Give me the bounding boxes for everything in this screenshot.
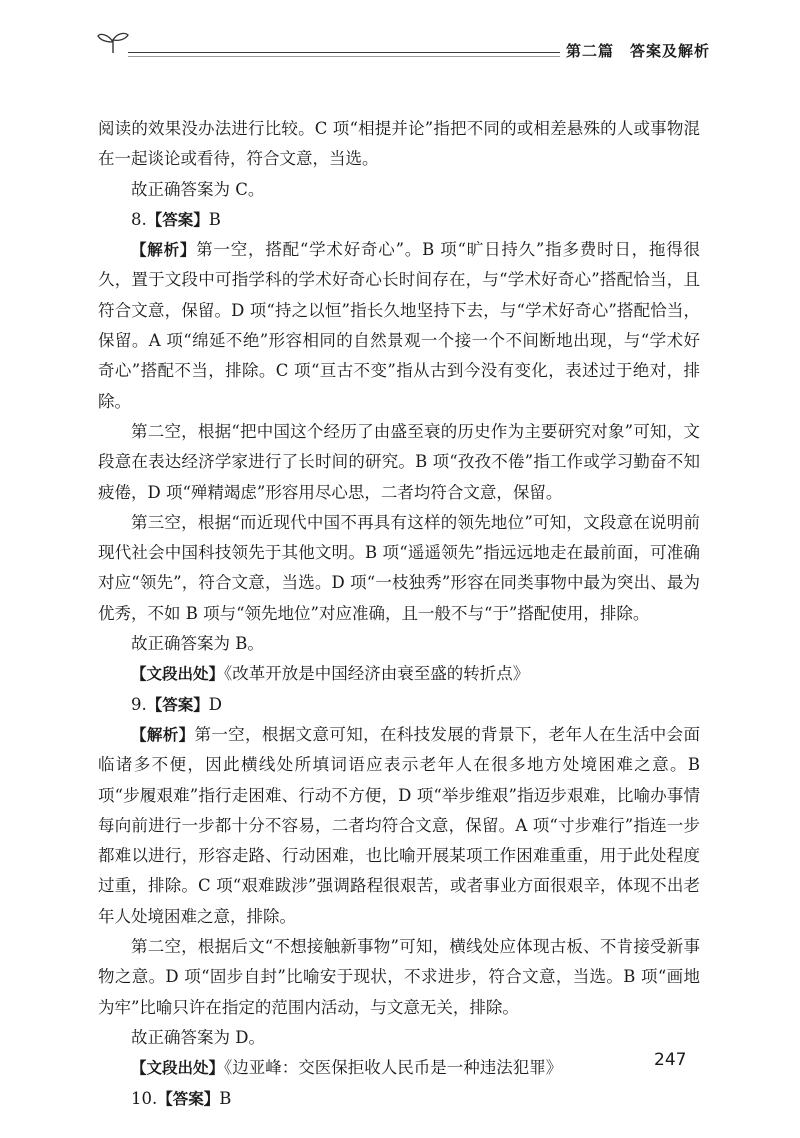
source-tag: 【文段出处】 bbox=[131, 1059, 225, 1078]
section-title: 第二篇 答案及解析 bbox=[566, 42, 711, 60]
paragraph bbox=[98, 1023, 700, 1053]
source-line bbox=[98, 659, 700, 689]
paragraph bbox=[98, 417, 700, 508]
source-tag: 【文段出处】 bbox=[131, 665, 225, 684]
paragraph-text: 第二空，根据后文“不想接触新事物”可知，横线处应体现古板、不肯接受新事物之意。D 项“固步自封”比喻安于现状，不求进步，符合文意，当选。B 项“画地为牢”比喻只许在指定的范围内活动，与文意无关，排除。 bbox=[98, 937, 700, 1017]
paragraph-text: 故正确答案为 C。 bbox=[131, 179, 265, 199]
answer-line bbox=[98, 1084, 700, 1114]
paragraph-text: 故正确答案为 B。 bbox=[131, 634, 264, 654]
paragraph bbox=[98, 932, 700, 1023]
answer-value: B bbox=[219, 1088, 232, 1108]
source-title: 《改革开放是中国经济由衰至盛的转折点》 bbox=[224, 664, 530, 684]
paragraph bbox=[98, 175, 700, 205]
question-number: 9. bbox=[131, 694, 147, 714]
analysis-tag: 【解析】 bbox=[131, 241, 197, 260]
paragraph-text: 第三空，根据“而近现代中国不再具有这样的领先地位”可知，文段意在说明前现代社会中国科技领先于其他文明。B 项“遥遥领先”指远远地走在最前面，可准确对应“领先”，符合文意，当选。D 项“一枝独秀”形容在同类事物中最为突出、最为优秀，不如 B 项与“领先地位”对应准确，且一般不与“于”搭配使用，排除。 bbox=[98, 512, 700, 623]
paragraph bbox=[98, 629, 700, 659]
answer-text bbox=[98, 114, 700, 1114]
source-title: 《边亚峰：交医保拒收人民币是一种违法犯罪》 bbox=[224, 1058, 563, 1078]
answer-tag: 【答案】 bbox=[146, 210, 209, 229]
source-line bbox=[98, 1053, 700, 1083]
answer-value: B bbox=[208, 209, 221, 229]
page-number: 247 bbox=[654, 1050, 687, 1070]
answer-tag: 【答案】 bbox=[146, 695, 209, 714]
page-header bbox=[0, 0, 800, 80]
analysis-tag: 【解析】 bbox=[131, 725, 195, 744]
question-number: 8. bbox=[131, 209, 147, 229]
answer-value: D bbox=[208, 694, 222, 714]
paragraph-text: 第二空，根据“把中国这个经历了由盛至衰的历史作为主要研究对象”可知，文段意在表达经济学家进行了长时间的研究。B 项“孜孜不倦”指工作或学习勤奋不知疲倦，D 项“殚精竭虑”形容用尽心思，二者均符合文意，保留。 bbox=[98, 421, 700, 502]
header-rule bbox=[128, 52, 560, 53]
paragraph bbox=[98, 508, 700, 629]
answer-line bbox=[98, 690, 700, 720]
analysis-paragraph bbox=[98, 235, 700, 417]
sprout-icon bbox=[96, 30, 130, 54]
answer-tag: 【答案】 bbox=[157, 1089, 220, 1108]
question-number: 10. bbox=[131, 1088, 158, 1108]
paragraph-text: 故正确答案为 D。 bbox=[131, 1027, 265, 1047]
header-rule-thin bbox=[128, 56, 560, 57]
paragraph-text: 第一空，根据文意可知，在科技发展的背景下，老年人在生活中会面临诸多不便，因此横线处所填词语应表示老年人在很多地方处境困难之意。B 项“步履艰难”指行走困难、行动不方便，D 项“举步维艰”指迈步艰难，比喻办事情每向前进行一步都十分不容易，二者均符合文意，保留。A 项“寸步难行”指连一步都难以进行，形容走路、行动困难，也比喻开展某项工作困难重重，用于此处程度过重，排除。C 项“艰难跋涉”强调路程很艰苦，或者事业方面很艰辛，体现不出老年人处境困难之意，排除。 bbox=[98, 724, 700, 926]
paragraph bbox=[98, 114, 700, 175]
paragraph-text: 阅读的效果没办法进行比较。C 项“相提并论”指把不同的或相差悬殊的人或事物混在一起谈论或看待，符合文意，当选。 bbox=[98, 119, 700, 169]
answer-line bbox=[98, 205, 700, 235]
analysis-paragraph bbox=[98, 720, 700, 932]
paragraph-text: 第一空，搭配“学术好奇心”。B 项“旷日持久”指多费时日，拖得很久，置于文段中可指学科的学术好奇心长时间存在，与“学术好奇心”搭配恰当，且符合文意，保留。D 项“持之以恒”指长久地坚持下去，与“学术好奇心”搭配恰当，保留。A 项“绵延不绝”形容相同的自然景观一个接一个不间断地出现，与“学术好奇心”搭配不当，排除。C 项“亘古不变”指从古到今没有变化，表述过于绝对，排除。 bbox=[98, 240, 700, 411]
